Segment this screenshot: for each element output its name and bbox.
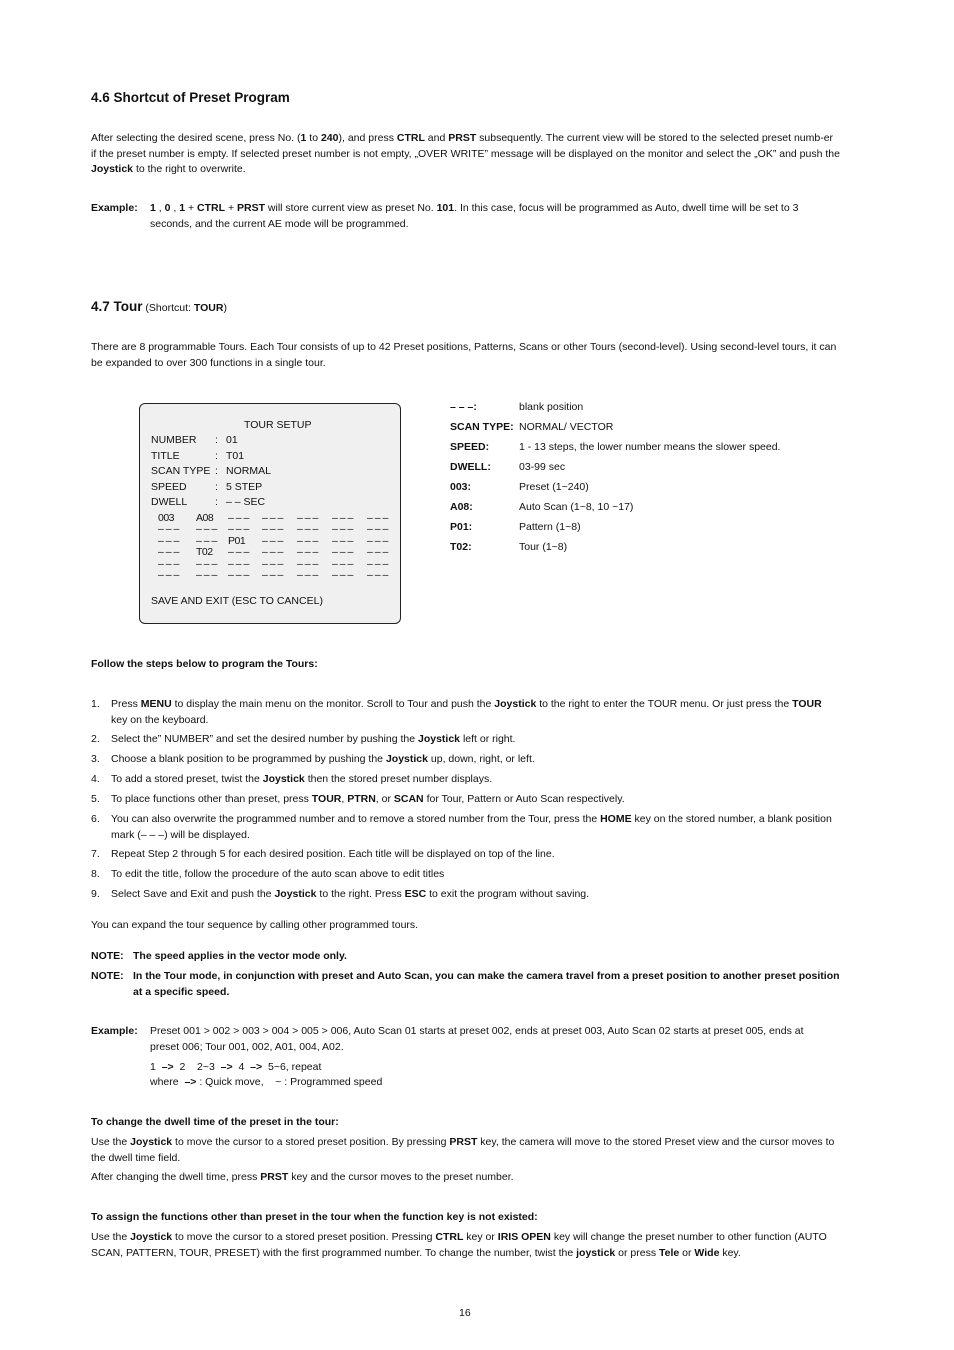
dwell-heading: To change the dwell time of the preset in the tour: <box>91 1116 339 1128</box>
text-run: ) <box>223 302 227 314</box>
step-number: 8. <box>91 868 100 880</box>
example-legend <box>150 1075 382 1091</box>
screen-field-sep: : <box>215 465 218 477</box>
screen-field-key: SCAN TYPE <box>151 465 211 477</box>
tour-grid-cell: A08 <box>196 512 214 524</box>
tour-grid-cell: – – – <box>196 535 217 547</box>
bold-run: SCAN <box>393 793 424 805</box>
text-run: up, down, right, or left. <box>427 753 535 765</box>
bold-run: Joystick <box>130 1136 173 1148</box>
tour-grid-cell: – – – <box>332 558 353 570</box>
example-text <box>150 201 831 232</box>
step-item <box>91 772 836 788</box>
tour-grid-cell: – – – <box>367 546 388 558</box>
text-run: or press <box>615 1246 660 1259</box>
text-run: . In this case, focus will be programmed as Auto, dwell time will be set to 3 seconds, and the current AE mode will be programmed. <box>150 202 799 230</box>
text-run: Press <box>111 698 141 710</box>
tour-grid-cell: – – – <box>367 569 388 581</box>
def-term: SPEED: <box>450 441 490 453</box>
example-label: Example: <box>91 202 138 214</box>
step-text <box>111 772 836 788</box>
tour-grid-cell: – – – <box>262 558 283 570</box>
def-desc: 03-99 sec <box>519 461 566 473</box>
dwell-paragraph <box>91 1135 841 1166</box>
bold-run: 101 <box>436 202 455 214</box>
text-run: to exit the program without saving. <box>426 888 590 900</box>
bold-run: –> <box>250 1061 263 1073</box>
tour-grid-cell: – – – <box>228 558 249 570</box>
text-run: After selecting the desired scene, press No. ( <box>91 132 301 144</box>
bold-run: Joystick <box>418 733 461 745</box>
bold-run: Joystick <box>385 753 428 765</box>
def-term: T02: <box>450 541 472 553</box>
screen-field-sep: : <box>215 496 218 508</box>
tour-grid-cell: – – – <box>262 546 283 558</box>
note <box>91 969 841 1000</box>
bold-run: HOME <box>600 813 632 825</box>
bold-run: –> <box>184 1076 197 1088</box>
bold-run: MENU <box>140 698 172 710</box>
text-run: or <box>679 1246 695 1259</box>
screen-field-value: NORMAL <box>226 465 271 477</box>
tour-grid-cell: – – – <box>332 512 353 524</box>
page-number: 16 <box>459 1307 471 1319</box>
text-run: key on the keyboard. <box>111 713 209 726</box>
text-run: and <box>424 132 449 144</box>
step-item <box>91 812 836 843</box>
step-number: 4. <box>91 773 100 785</box>
text-run: Select Save and Exit and push the <box>111 888 275 900</box>
bold-run: PTRN <box>347 793 376 805</box>
tour-grid-cell: P01 <box>228 535 246 547</box>
def-desc: Tour (1~8) <box>519 541 568 553</box>
bold-run: 1 <box>150 202 156 214</box>
tour-grid-cell: – – – <box>367 558 388 570</box>
bold-run: 1 <box>300 132 307 144</box>
screen-title: TOUR SETUP <box>244 419 312 431</box>
step-number: 2. <box>91 733 100 745</box>
text-run: Choose a blank position to be programmed by pushing the <box>111 753 386 765</box>
text-run: subsequently. The current view will be stored to the selected preset numb-er if the preset number is empty. If selected preset number is not empty, „OVER WRITE” message will be displayed on the monitor and select the „OK” and push the <box>91 132 840 160</box>
tour-grid-cell: – – – <box>262 523 283 535</box>
screen-field-key: SPEED <box>151 481 187 493</box>
screen-field-value: 01 <box>226 434 238 446</box>
step-text <box>111 732 836 748</box>
def-desc: 1 - 13 steps, the lower number means the slower speed. <box>519 441 781 453</box>
text-run: : Quick move, ~ : Programmed speed <box>196 1076 383 1088</box>
step-item <box>91 867 836 883</box>
bold-run: 240 <box>320 132 339 144</box>
tour-grid-cell: – – – <box>297 535 318 547</box>
tour-grid-cell: – – – <box>228 546 249 558</box>
tour-grid-cell: – – – <box>297 546 318 558</box>
bold-run: –> <box>220 1061 233 1073</box>
text-run: You can also overwrite the programmed number and to remove a stored number from the Tour, press the <box>111 813 601 825</box>
text-run: then the stored preset number displays. <box>304 773 493 785</box>
text-run: to the right. Press <box>316 888 405 900</box>
screen-field-key: NUMBER <box>151 434 197 446</box>
bold-run: PRST <box>260 1171 289 1183</box>
example-text: Preset 001 > 002 > 003 > 004 > 005 > 006, Auto Scan 01 starts at preset 002, ends at preset 003, Auto Scan 02 starts at preset 005, ends at preset 006; Tour 001, 002, A01, 004, A02. <box>150 1025 804 1053</box>
bold-run: Joystick <box>274 888 317 900</box>
text-run: (Shortcut: <box>142 302 194 314</box>
screen-field-value: T01 <box>226 450 245 462</box>
tour-grid-cell: – – – <box>262 535 283 547</box>
text-run: key and the cursor moves to the preset number. <box>288 1171 514 1183</box>
text-run: ), and press <box>338 132 397 144</box>
text-run: , or <box>375 793 394 805</box>
bold-run: Joystick <box>130 1231 173 1243</box>
tour-grid-cell: – – – <box>196 558 217 570</box>
bold-run: Joystick <box>91 163 134 175</box>
step-text <box>111 847 836 863</box>
section-4-7-title <box>91 298 227 317</box>
bold-run: TOUR <box>193 302 224 314</box>
tour-grid-cell: – – – <box>297 512 318 524</box>
text-run: Repeat Step 2 through 5 for each desired position. Each title will be displayed on top of the line. <box>111 848 555 860</box>
tour-example <box>91 1024 831 1055</box>
tour-grid-cell: – – – <box>228 523 249 535</box>
note-label: NOTE: <box>91 950 124 962</box>
tour-grid-cell: – – – <box>262 569 283 581</box>
def-term: SCAN TYPE: <box>450 421 514 433</box>
screen-field-key: TITLE <box>151 450 180 462</box>
text-run: key on the stored number, a blank position mark (– – –) will be displayed. <box>111 813 832 841</box>
section-4-7-subtitle <box>143 302 227 314</box>
bold-run: Joystick <box>262 773 305 785</box>
step-number: 1. <box>91 698 100 710</box>
def-desc: Preset (1~240) <box>519 481 589 493</box>
def-term: DWELL: <box>450 461 491 473</box>
screen-footer: SAVE AND EXIT (ESC TO CANCEL) <box>151 595 323 607</box>
bold-run: TOUR <box>311 793 342 805</box>
section-4-6-example <box>91 201 831 232</box>
example-label: Example: <box>91 1025 138 1037</box>
bold-run: ESC <box>404 888 427 900</box>
text-run: To edit the title, follow the procedure of the auto scan above to edit titles <box>111 868 445 880</box>
def-desc: Auto Scan (1~8, 10 ~17) <box>519 501 634 513</box>
step-item <box>91 847 836 863</box>
text-run: to the right to overwrite. <box>133 163 246 175</box>
text-run: 5~6, repeat <box>262 1061 322 1073</box>
text-run: key or <box>463 1231 498 1243</box>
text-run: key. <box>719 1246 741 1259</box>
text-run: + <box>225 202 237 214</box>
def-term: A08: <box>450 501 473 513</box>
step-text <box>111 697 836 728</box>
tour-setup-screen <box>139 403 401 624</box>
tour-grid-cell: – – – <box>158 523 179 535</box>
bold-run: PRST <box>448 132 477 144</box>
text-run: to <box>306 132 321 144</box>
example-sequence <box>150 1060 321 1076</box>
tour-grid-cell: – – – <box>158 558 179 570</box>
text-run: to display the main menu on the monitor. Scroll to Tour and push the <box>171 698 495 710</box>
step-number: 3. <box>91 753 100 765</box>
tour-grid-cell: – – – <box>332 569 353 581</box>
step-number: 7. <box>91 848 100 860</box>
text-run: Use the <box>91 1136 131 1148</box>
tour-grid-cell: – – – <box>297 523 318 535</box>
note-text: In the Tour mode, in conjunction with preset and Auto Scan, you can make the camera travel from a preset position to another preset position at a specific speed. <box>133 970 840 998</box>
bold-run: CTRL <box>396 132 425 144</box>
tour-grid-cell: – – – <box>158 546 179 558</box>
steps-heading: Follow the steps below to program the Tours: <box>91 658 318 670</box>
tour-grid-cell: – – – <box>158 535 179 547</box>
bold-run: 0 <box>164 202 171 214</box>
section-4-7-title-text: 4.7 Tour <box>91 299 143 314</box>
tour-grid-cell: – – – <box>158 569 179 581</box>
tour-grid-cell: – – – <box>332 535 353 547</box>
step-number: 9. <box>91 888 100 900</box>
tour-grid-cell: – – – <box>297 558 318 570</box>
text-run: key will change the preset number to other function (AUTO SCAN, PATTERN, TOUR, PRESET) with the first programmed number. To change the number, twist the <box>91 1231 827 1259</box>
section-4-7-intro: There are 8 programmable Tours. Each Tour consists of up to 42 Preset positions, Patterns, Scans or other Tours (second-level). Using second-level tours, it can be expanded to over 300 functions in a single tour. <box>91 341 837 369</box>
text-run: for Tour, Pattern or Auto Scan respectively. <box>423 793 625 805</box>
tour-grid-cell: – – – <box>367 523 388 535</box>
bold-run: Tele <box>659 1246 680 1259</box>
dwell-paragraph-2 <box>91 1170 841 1186</box>
text-run: left or right. <box>460 733 516 745</box>
text-run: Use the <box>91 1231 131 1243</box>
expand-paragraph: You can expand the tour sequence by calling other programmed tours. <box>91 919 419 931</box>
step-item <box>91 697 836 728</box>
text-run: , <box>155 202 165 214</box>
text-run: 4 <box>232 1061 251 1073</box>
tour-grid-cell: – – – <box>196 569 217 581</box>
assign-paragraph <box>91 1230 841 1261</box>
note-label: NOTE: <box>91 970 124 982</box>
screen-field-key: DWELL <box>151 496 188 508</box>
text-run: Select the” NUMBER” and set the desired number by pushing the <box>111 733 418 745</box>
step-text <box>111 867 836 883</box>
tour-grid-cell: – – – <box>332 546 353 558</box>
bold-run: PRST <box>237 202 266 214</box>
text-run: + <box>185 202 198 214</box>
screen-field-sep: : <box>215 434 218 446</box>
text-run: to move the cursor to a stored preset position. Pressing <box>172 1231 436 1243</box>
text-run: , <box>341 793 348 805</box>
def-term: – – –: <box>450 401 477 413</box>
text-run: key, the camera will move to the stored Preset view and the cursor moves to the dwell time field. <box>91 1136 835 1164</box>
tour-grid-cell: – – – <box>228 569 249 581</box>
step-text <box>111 792 836 808</box>
def-term: P01: <box>450 521 473 533</box>
bold-run: joystick <box>576 1246 616 1259</box>
text-run: where <box>150 1076 185 1088</box>
screen-field-value: – – SEC <box>226 496 266 508</box>
step-text <box>111 887 836 903</box>
bold-run: TOUR <box>792 698 822 710</box>
text-run: To add a stored preset, twist the <box>111 773 263 785</box>
bold-run: 1 <box>179 202 186 214</box>
step-number: 6. <box>91 813 100 825</box>
tour-grid-cell: – – – <box>297 569 318 581</box>
tour-grid-cell: – – – <box>367 512 388 524</box>
section-4-6-paragraph <box>91 131 841 178</box>
tour-grid-cell: – – – <box>262 512 283 524</box>
tour-grid-cell: – – – <box>332 523 353 535</box>
text-run: 2 2~3 <box>173 1061 221 1073</box>
bold-run: CTRL <box>435 1231 464 1243</box>
note-text: The speed applies in the vector mode only. <box>133 950 347 962</box>
def-desc: Pattern (1~8) <box>519 521 581 533</box>
def-desc: NORMAL/ VECTOR <box>519 421 614 433</box>
bold-run: Wide <box>694 1246 720 1259</box>
step-text <box>111 752 836 768</box>
step-number: 5. <box>91 793 100 805</box>
step-item <box>91 887 836 903</box>
step-item <box>91 792 836 808</box>
tour-grid-cell: – – – <box>228 512 249 524</box>
bold-run: Joystick <box>494 698 537 710</box>
tour-grid-cell: – – – <box>367 535 388 547</box>
text-run: After changing the dwell time, press <box>91 1171 261 1183</box>
assign-heading: To assign the functions other than preset in the tour when the function key is not existed: <box>91 1211 538 1223</box>
text-run: , <box>170 202 180 214</box>
tour-grid-cell: – – – <box>196 523 217 535</box>
screen-field-sep: : <box>215 481 218 493</box>
note <box>91 949 841 965</box>
bold-run: IRIS OPEN <box>497 1231 551 1243</box>
bold-run: –> <box>161 1061 174 1073</box>
section-4-6-title: 4.6 Shortcut of Preset Program <box>91 90 290 105</box>
def-desc: blank position <box>519 401 584 413</box>
bold-run: CTRL <box>197 202 226 214</box>
def-term: 003: <box>450 481 472 493</box>
bold-run: PRST <box>449 1136 478 1148</box>
tour-grid-cell: 003 <box>158 512 175 524</box>
screen-field-sep: : <box>215 450 218 462</box>
screen-field-value: 5 STEP <box>226 481 263 493</box>
text-run: to the right to enter the TOUR menu. Or just press the <box>536 698 793 710</box>
tour-position-grid <box>140 404 400 623</box>
step-text <box>111 812 836 843</box>
text-run: to move the cursor to a stored preset position. By pressing <box>172 1136 450 1148</box>
tour-grid-cell: T02 <box>196 546 213 558</box>
text-run: 1 <box>150 1061 162 1073</box>
text-run: will store current view as preset No. <box>265 202 437 214</box>
step-item <box>91 752 836 768</box>
step-item <box>91 732 836 748</box>
text-run: To place functions other than preset, press <box>111 793 312 805</box>
